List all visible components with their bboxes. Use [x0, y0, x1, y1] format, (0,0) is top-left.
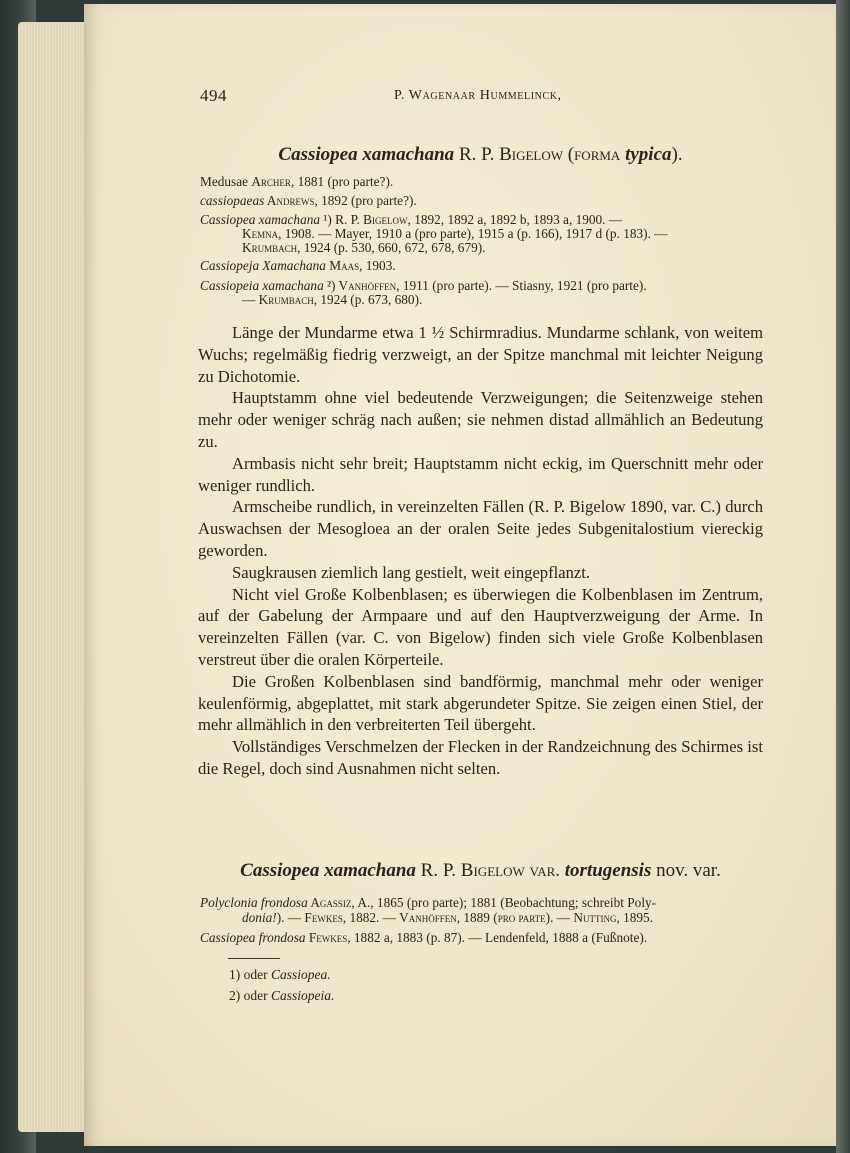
species-heading-1 [198, 144, 763, 166]
synonym-line: donia!). — Fewkes, 1882. — Vanhöffen, 1889 (pro parte). — Nutting, 1895. [242, 910, 654, 925]
species-author: R. P. Bigelow (forma [454, 144, 626, 165]
synonym-line: Cassiopeja Xamachana Maas, 1903. [200, 258, 396, 273]
page-header [200, 86, 760, 110]
book-binding-right [836, 0, 850, 1153]
paragraph: Länge der Mundarme etwa 1 ½ Schirmradius. Mundarme schlank, von weitem Wuchs; regelmäßig fiedrig verzweigt, an der Spitze manchmal mit leichter Neigung zu Dichotomie. [198, 323, 763, 386]
synonym-line: Medusae Archer, 1881 (pro parte?). [200, 174, 394, 189]
paragraph: Saugkrausen ziemlich lang gestielt, weit eingepflanzt. [232, 562, 591, 582]
heading-end: nov. var. [651, 860, 721, 881]
synonym-line: Krumbach, 1924 (p. 530, 660, 672, 678, 679). [242, 240, 486, 255]
paragraph: Nicht viel Große Kolbenblasen; es überwiegen die Kolbenblasen im Zentrum, auf der Gabelung der Armpaare und auf den Hauptverzweigung der Arme. In vereinzelten Fällen (var. C. von Bigelow) finden sich viele Große Kolbenblasen verstreut über die oralen Körperteile. [198, 584, 763, 669]
synonym-line: Kemna, 1908. — Mayer, 1910 a (pro parte), 1915 a (p. 166), 1917 d (p. 183). — [242, 226, 668, 241]
synonym-line: Cassiopea xamachana ¹) R. P. Bigelow, 1892, 1892 a, 1892 b, 1893 a, 1900. — [200, 212, 623, 227]
species-heading-2 [198, 860, 763, 882]
species-name: Cassiopea xamachana [240, 860, 416, 881]
footnote-rule [228, 958, 280, 959]
body-text [198, 322, 763, 780]
heading-end: ). [671, 144, 683, 165]
paragraph: Armscheibe rundlich, in vereinzelten Fällen (R. P. Bigelow 1890, var. C.) durch Auswachsen der Mesogloea an der oralen Seite jedes Subgenitalostium viereckig geworden. [198, 497, 763, 560]
synonym-line: cassiopaeas Andrews, 1892 (pro parte?). [200, 193, 417, 208]
page-edges [18, 22, 88, 1132]
synonym-line: Cassiopea frondosa Fewkes, 1882 a, 1883 (p. 87). — Lendenfeld, 1888 a (Fußnote). [200, 930, 648, 945]
species-author: R. P. Bigelow var. [415, 860, 565, 881]
paragraph: Hauptstamm ohne viel bedeutende Verzweigungen; die Seitenzweige stehen mehr oder weniger schräg nach außen; sie nehmen distad allmählich an Bedeutung zu. [198, 388, 763, 451]
page-number: 494 [200, 86, 227, 105]
synonym-line: Polyclonia frondosa Agassiz, A., 1865 (pro parte); 1881 (Beobachtung; schreibt Poly- [200, 895, 657, 910]
paragraph: Armbasis nicht sehr breit; Hauptstamm nicht eckig, im Querschnitt mehr oder weniger rundlich. [198, 453, 763, 495]
synonym-line: — Krumbach, 1924 (p. 673, 680). [242, 292, 423, 307]
species-name: Cassiopea xamachana [278, 144, 455, 165]
footnote: 1) oder Cassiopea. [229, 967, 331, 982]
running-head: P. Wagenaar Hummelinck, [394, 88, 562, 103]
forma-name: typica [625, 144, 672, 165]
paragraph: Die Großen Kolbenblasen sind bandförmig, manchmal mehr oder weniger keulenförmig, abgeplattet, mit stark abgerundeter Spitze. Sie zeigen einen Stiel, der mehr allmählich in den verbreiterten Teil übergeht. [198, 671, 763, 735]
synonym-line: Cassiopeia xamachana ²) Vanhöffen, 1911 (pro parte). — Stiasny, 1921 (pro parte). [200, 278, 647, 293]
footnote: 2) oder Cassiopeia. [229, 988, 335, 1003]
paragraph: Vollständiges Verschmelzen der Flecken in der Randzeichnung des Schirmes ist die Regel, doch sind Ausnahmen nicht selten. [198, 737, 763, 778]
variety-name: tortugensis [564, 860, 652, 881]
